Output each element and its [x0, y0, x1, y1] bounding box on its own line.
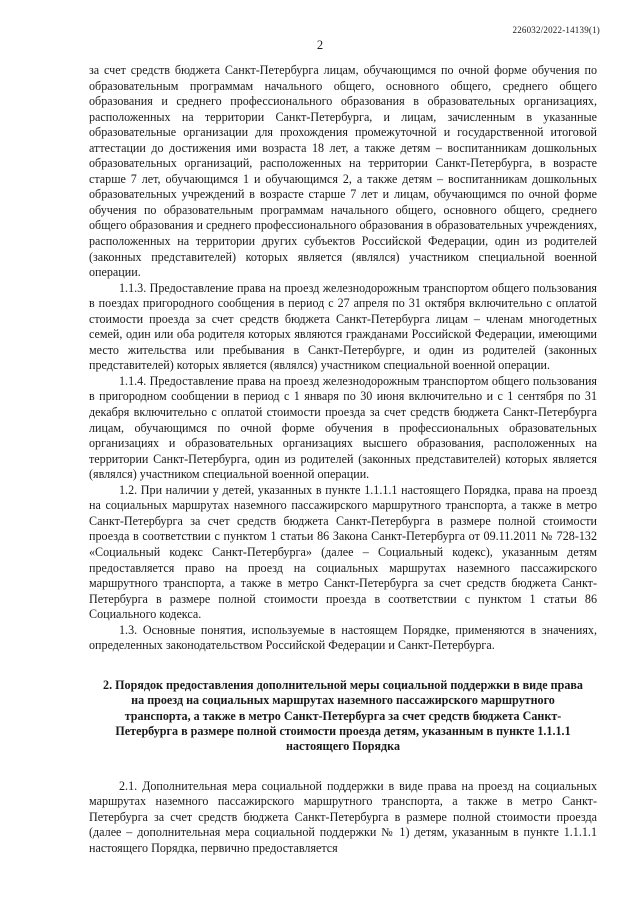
page-number: 2	[316, 38, 324, 52]
document-number: 226032/2022-14139(1)	[512, 25, 600, 35]
paragraph-2-1: 2.1. Дополнительная мера социальной поддержки в виде права на проезд на социальных маршрутах наземного пассажирского маршрутного транспорта, а также в метро Санкт-Петербурга за счет средств бюджета Санкт-Петербурга в размере полной стоимости проезда (далее – дополнительная мера социальной поддержки № 1) детям, указанным в пункте 1.1.1.1 настоящего Порядка, первично предоставляется	[89, 778, 597, 855]
paragraph-1-2: 1.2. При наличии у детей, указанных в пункте 1.1.1.1 настоящего Порядка, права на проезд на социальных маршрутах наземного пассажирского маршрутного транспорта, а также в метро Санкт-Петербурга за счет средств бюджета Санкт-Петербурга в размере полной стоимости проезда в соответствии с пунктом 1 статьи 86 Закона Санкт-Петербурга от 09.11.2011 № 728-132 «Социальный кодекс Санкт-Петербурга» (далее – Социальный кодекс), указанным детям предоставляется право на проезд на социальных маршрутах наземного пассажирского маршрутного транспорта, а также в метро Санкт-Петербурга за счет средств бюджета Санкт-Петербурга в размере полной стоимости проезда в соответствии с пунктом 1 статьи 86 Социального кодекса.	[89, 482, 597, 622]
paragraph-1-1-4: 1.1.4. Предоставление права на проезд железнодорожным транспортом общего пользования в пригородном сообщении в период с 1 января по 30 июня включительно и с 1 сентября по 31 декабря включительно с оплатой стоимости проезда за счет средств бюджета Санкт-Петербурга лицам, обучающимся по очной форме обучения в профессиональных образовательных организациях и образовательных организациях высшего образования, расположенных на территории Санкт-Петербурга, один из родителей (законных представителей) которых является (являлся) участником специальной военной операции.	[89, 373, 597, 482]
section-2-heading: 2. Порядок предоставления дополнительной меры социальной поддержки в виде права на проезд на социальных маршрутах наземного пассажирского маршрутного транспорта, а также в метро Санкт-Петербурга за счет средств бюджета Санкт-Петербурга в размере полной стоимости проезда детям, указанным в пункте 1.1.1.1 настоящего Порядка	[103, 677, 583, 754]
paragraph-1-3: 1.3. Основные понятия, используемые в настоящем Порядке, применяются в значениях, определенных законодательством Российской Федерации и Санкт-Петербурга.	[89, 622, 597, 653]
paragraph-continuation: за счет средств бюджета Санкт-Петербурга лицам, обучающимся по очной форме обучения по образовательным программам начального общего, основного общего, среднего общего образования и среднего профессионального образования в образовательных организациях, расположенных на территории Санкт-Петербурга, и лицам, зачисленным в указанные образовательные организации для прохождения промежуточной и государственной итоговой аттестации до достижения ими возраста 18 лет, а также детям – воспитанникам дошкольных образовательных организаций, расположенных на территории Санкт-Петербурга, в возрасте старше 7 лет, обучающимся 1 и обучающимся 2, а также детям – воспитанникам дошкольных образовательных учреждений в возрасте старше 7 лет и лицам, обучающимся по очной форме обучения по образовательным программам начального общего, основного общего, среднего общего образования и среднего профессионального образования в образовательных учреждениях, расположенных на территории других субъектов Российской Федерации, один из родителей (законных представителей) которых является (являлся) участником специальной военной операции.	[89, 63, 597, 280]
paragraph-1-1-3: 1.1.3. Предоставление права на проезд железнодорожным транспортом общего пользования в поездах пригородного сообщения в период с 27 апреля по 31 октября включительно с оплатой стоимости проезда за счет средств бюджета Санкт-Петербурга лицам – членам многодетных семей, один или оба родителя которых являются гражданами Российской Федерации, имеющими место жительства или пребывания в Санкт-Петербурге, и один из родителей (законных представителей) которых является (являлся) участником специальной военной операции.	[89, 280, 597, 373]
document-body	[89, 63, 597, 857]
